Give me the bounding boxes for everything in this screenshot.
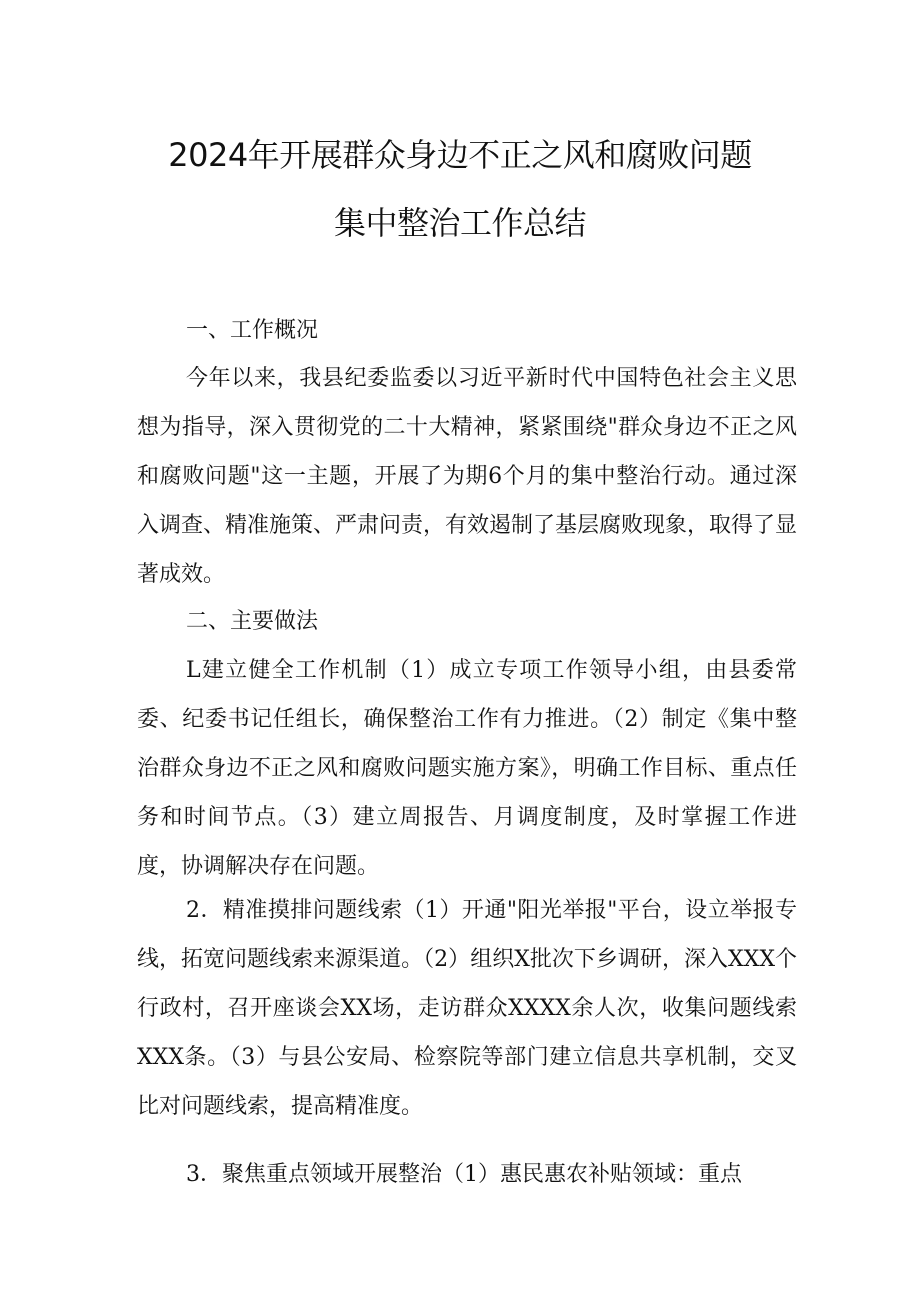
paragraph-item-3: 3．聚焦重点领域开展整治（1）惠民惠农补贴领域：重点 [186, 1162, 742, 1187]
paragraph-item-2: 2．精准摸排问题线索（1）开通"阳光举报"平台，设立举报专线，拓宽问题线索来源渠道。（2）组织X批次下乡调研，深入XXX个行政村，召开座谈会XX场，走访群众XXXX余人次，收集问题线索XXX条。（3）与县公安局、检察院等部门建立信息共享机制，交叉比对问题线索，提高精准度。 [137, 898, 797, 1119]
paragraph-item-1: L建立健全工作机制（1）成立专项工作领导小组，由县委常委、纪委书记任组长，确保整治工作有力推进。（2）制定《集中整治群众身边不正之风和腐败问题实施方案》，明确工作目标、重点任务和时间节点。（3）建立周报告、月调度制度，及时掌握工作进度，协调解决存在问题。 [137, 658, 797, 879]
section-heading-main-practices: 二、主要做法 [186, 609, 319, 634]
document-title-line-2: 集中整治工作总结 [333, 204, 586, 242]
section-heading-overview: 一、工作概况 [186, 318, 319, 343]
document-title-line-1: 2024年开展群众身边不正之风和腐败问题 [168, 136, 752, 174]
paragraph-overview: 今年以来，我县纪委监委以习近平新时代中国特色社会主义思想为指导，深入贯彻党的二十大精神，紧紧围绕"群众身边不正之风和腐败问题"这一主题，开展了为期6个月的集中整治行动。通过深入调查、精准施策、严肃问责，有效遏制了基层腐败现象，取得了显著成效。 [137, 366, 798, 587]
